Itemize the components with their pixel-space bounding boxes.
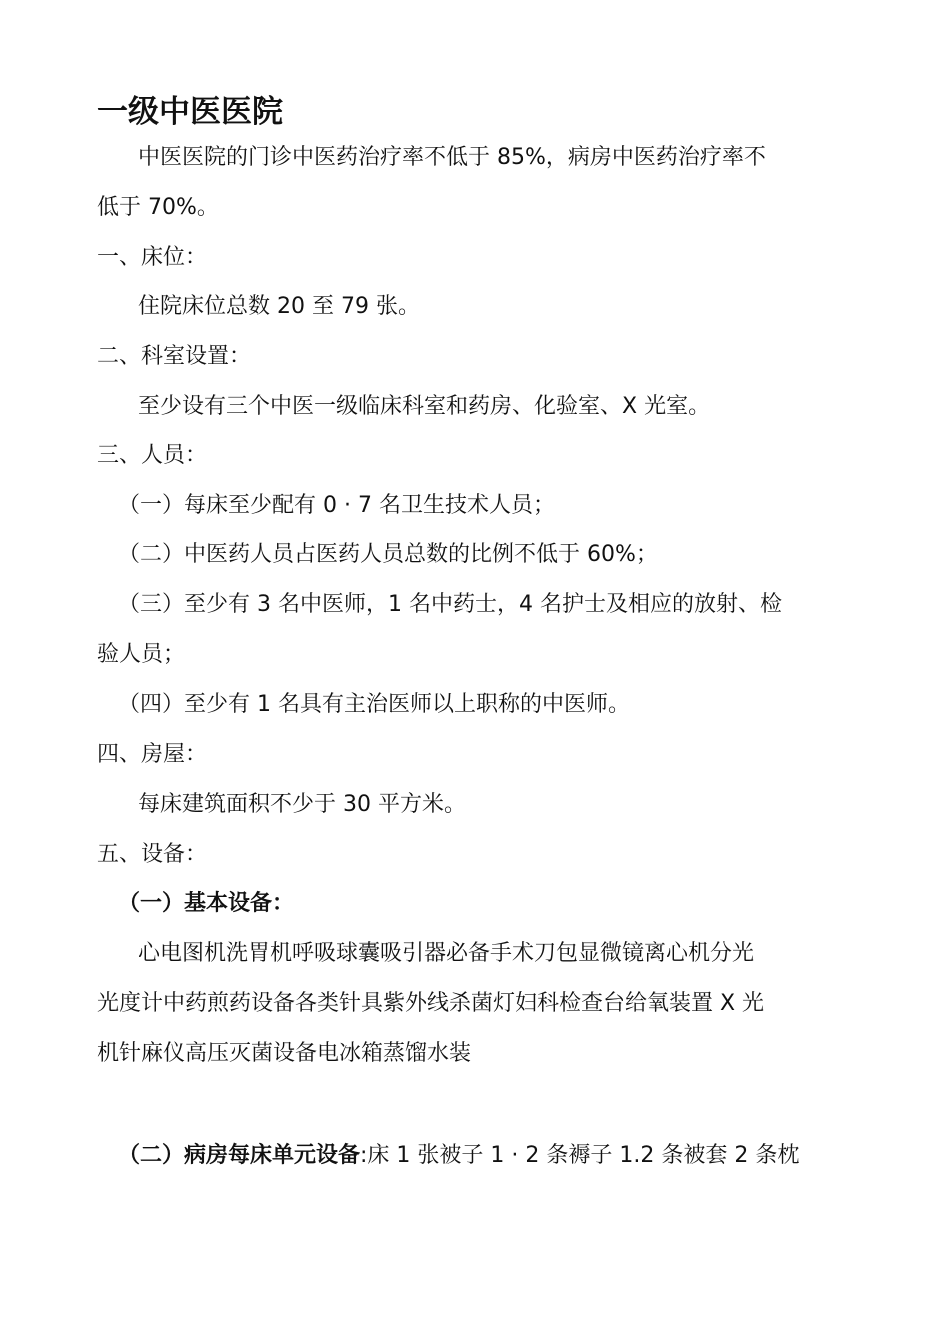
basic-equipment-line-1: 心电图机洗胃机呼吸球囊吸引器必备手术刀包显微镜离心机分光 xyxy=(138,941,755,966)
staff-item-4: （四）至少有 1 名具有主治医师以上职称的中医师。 xyxy=(118,692,630,717)
intro-line-1: 中医医院的门诊中医药治疗率不低于 85%，病房中医药治疗率不 xyxy=(138,145,766,170)
basic-equipment-line-2: 光度计中药煎药设备各类针具紫外线杀菌灯妇科检查台给氧装置 X 光 xyxy=(97,991,765,1016)
staff-item-3: （三）至少有 3 名中医师，1 名中药士，4 名护士及相应的放射、检 xyxy=(118,592,782,617)
intro-line-2: 低于 70%。 xyxy=(97,195,219,220)
section-heading-equipment: 五、设备： xyxy=(97,842,208,867)
ward-equipment-line xyxy=(118,1141,799,1171)
basic-equipment-line-3: 机针麻仪高压灭菌设备电冰箱蒸馏水装 xyxy=(97,1041,472,1066)
page-title: 一级中医医院 xyxy=(97,94,283,130)
basic-equipment-heading: （一）基本设备： xyxy=(118,891,295,916)
section-heading-housing: 四、房屋： xyxy=(97,742,208,767)
section-heading-beds: 一、床位： xyxy=(97,245,208,270)
staff-item-3-continued: 验人员； xyxy=(97,642,186,667)
section-heading-staff: 三、人员： xyxy=(97,443,208,468)
ward-equipment-heading: （二）病房每床单元设备 xyxy=(118,1143,361,1168)
staff-item-2: （二）中医药人员占医药人员总数的比例不低于 60%； xyxy=(118,542,658,567)
section-heading-departments: 二、科室设置： xyxy=(97,344,252,369)
ward-equipment-text: :床 1 张被子 1 · 2 条褥子 1.2 条被套 2 条枕 xyxy=(360,1143,800,1168)
housing-text: 每床建筑面积不少于 30 平方米。 xyxy=(138,792,466,817)
departments-text: 至少设有三个中医一级临床科室和药房、化验室、X 光室。 xyxy=(138,394,711,419)
beds-text: 住院床位总数 20 至 79 张。 xyxy=(138,294,420,319)
staff-item-1: （一）每床至少配有 0 · 7 名卫生技术人员； xyxy=(118,493,555,518)
